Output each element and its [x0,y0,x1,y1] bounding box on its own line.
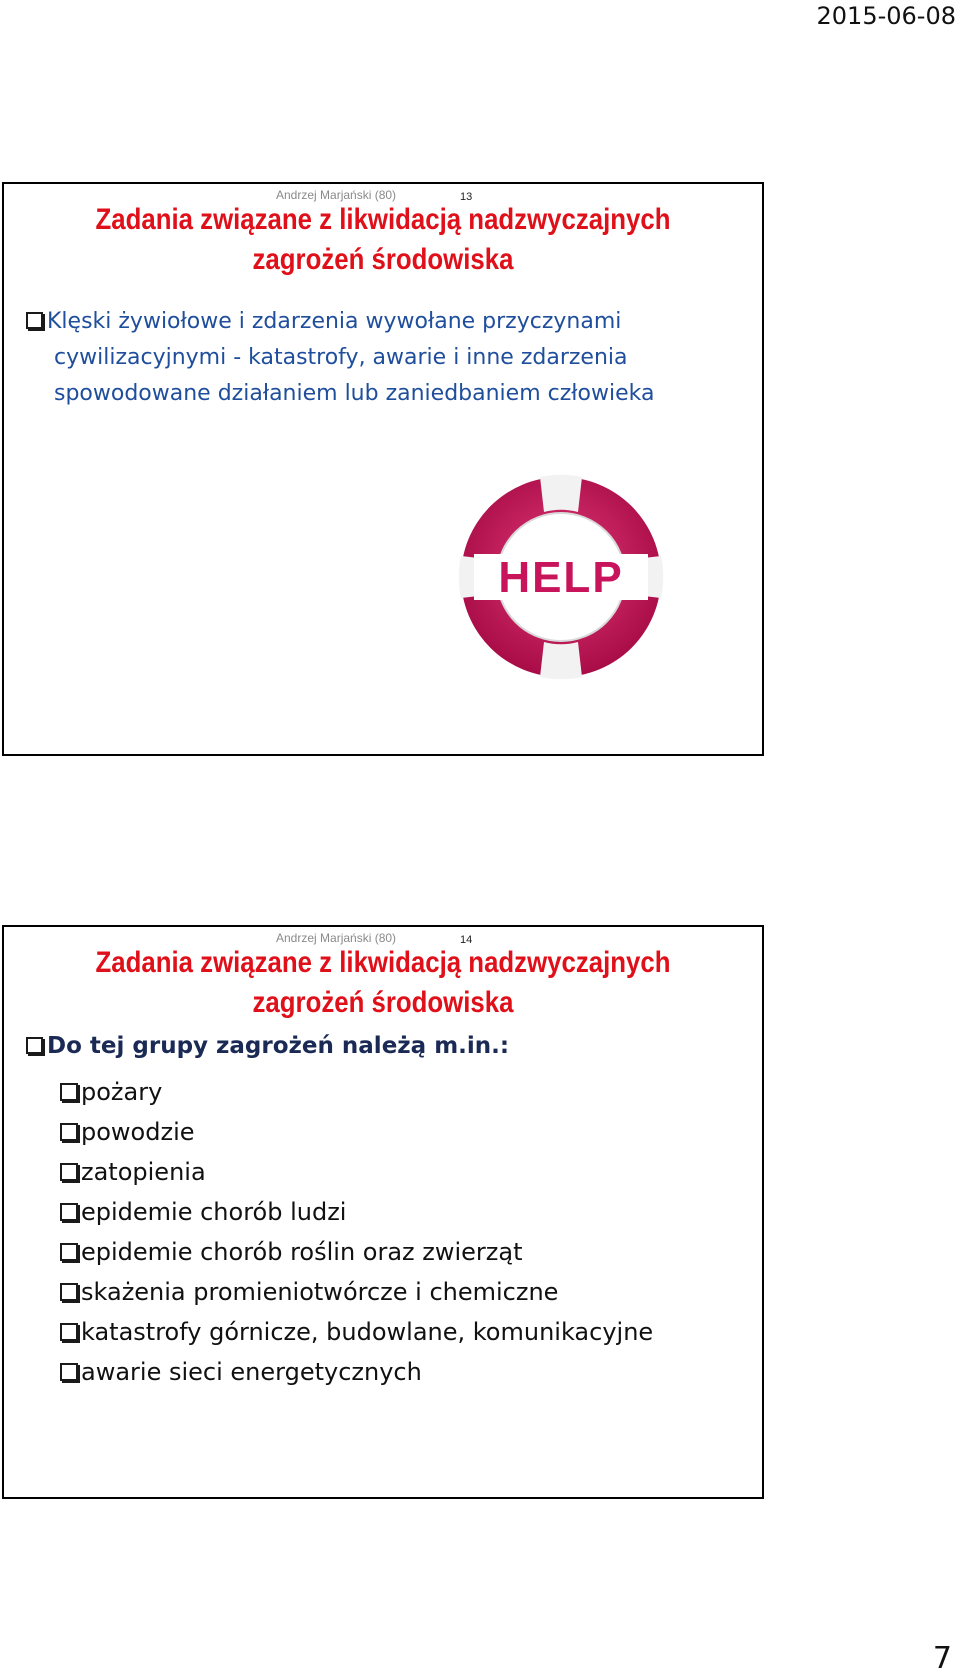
list-item: epidemie chorób roślin oraz zwierząt [60,1232,653,1272]
checkbox-bullet-icon [60,1163,78,1181]
slide-number: 13 [460,191,473,203]
slide-title-line-2: zagrożeń środowiska [252,986,514,1019]
slide-author: Andrzej Marjański (80) [276,188,397,202]
checkbox-bullet-icon [60,1323,78,1341]
slide-heading [26,1033,509,1059]
slide-author: Andrzej Marjański (80) [276,931,397,945]
bullet-text-line-1: Klęski żywiołowe i zdarzenia wywołane przyczynami [47,309,622,334]
slide-title-line-1: Zadania związane z likwidacją nadzwyczajnych [95,203,671,236]
list-item: skażenia promieniotwórcze i chemiczne [60,1272,653,1312]
list-item: zatopienia [60,1152,653,1192]
checkbox-bullet-icon [60,1123,78,1141]
list-item: epidemie chorób ludzi [60,1192,653,1232]
checkbox-bullet-icon [26,1037,43,1054]
checkbox-bullet-icon [60,1083,78,1101]
hazard-list [60,1072,653,1392]
slide-bullet [26,304,746,412]
checkbox-bullet-icon [60,1283,78,1301]
checkbox-bullet-icon [60,1363,78,1381]
slide-14 [2,925,764,1499]
bullet-text-line-2: cywilizacyjnymi - katastrofy, awarie i inne zdarzenia [54,345,628,370]
checkbox-bullet-icon [60,1203,78,1221]
slide-title [57,200,709,280]
list-item: pożary [60,1072,653,1112]
list-item: powodzie [60,1112,653,1152]
slide-title [57,943,709,1023]
checkbox-bullet-icon [60,1243,78,1261]
list-item: katastrofy górnicze, budowlane, komunikacyjne [60,1312,653,1352]
help-text: HELP [498,553,624,602]
slide-13 [2,182,764,756]
page-number: 7 [932,1641,952,1676]
bullet-text-line-3: spowodowane działaniem lub zaniedbaniem człowieka [54,381,655,406]
slide-number: 14 [460,934,473,946]
slide-title-line-2: zagrożeń środowiska [252,243,514,276]
list-item: awarie sieci energetycznych [60,1352,653,1392]
slide-heading-text: Do tej grupy zagrożeń należą m.in.: [47,1033,510,1059]
lifebuoy-icon [456,472,666,682]
slide-title-line-1: Zadania związane z likwidacją nadzwyczajnych [95,946,671,979]
print-date: 2015-06-08 [816,2,956,30]
lifebuoy-help-image [456,472,666,682]
checkbox-bullet-icon [26,312,43,329]
